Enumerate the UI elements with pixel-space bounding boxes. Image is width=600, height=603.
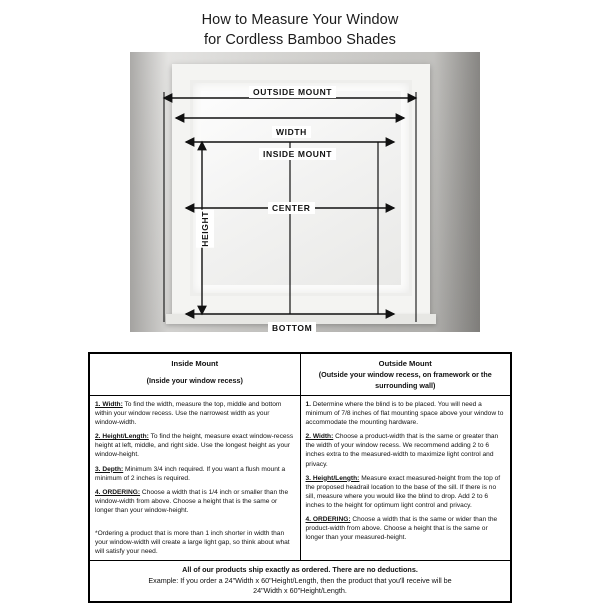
outside-mount-subtitle: (Outside your window recess, on framework or the surrounding wall)	[318, 370, 492, 390]
label-inside-mount: INSIDE MOUNT	[259, 148, 336, 160]
inside-mount-subtitle: (Inside your window recess)	[146, 376, 243, 385]
shipping-note-line-3: 24"Width x 60"Height/Length.	[253, 586, 347, 596]
list-item: 2. Height/Length: To find the height, measure exact window-recess height at left, middle, and right side. Use the longest height as your window-height.	[95, 433, 294, 459]
label-center: CENTER	[268, 202, 315, 214]
list-item: 2. Width: Choose a product-width that is the same or greater than the width of your window recess. We recommend adding 2 to 6 inches extra to the measured-width to maximize light control and privacy.	[305, 433, 499, 468]
list-item: 3. Depth: Minimum 3/4 inch required. If you want a flush mount a minimum of 2 inches is required.	[95, 465, 286, 482]
inside-mount-instructions	[90, 396, 301, 561]
table-body-row	[90, 396, 511, 561]
outside-mount-instructions	[300, 396, 511, 561]
shipping-note	[90, 561, 511, 602]
label-height: HEIGHT	[196, 210, 214, 248]
label-outside-mount: OUTSIDE MOUNT	[249, 86, 336, 98]
window-diagram	[0, 52, 600, 332]
column-header-outside-mount	[300, 354, 511, 396]
list-item: *Ordering a product that is more than 1 inch shorter in width than your window-width will create a large light gap, so think about what will satisfy your need.	[95, 530, 290, 556]
label-width: WIDTH	[272, 126, 311, 138]
shipping-note-line-2: Example: If you order a 24"Width x 60"Height/Length, then the product that you'll receive will be	[148, 575, 452, 585]
table-footer-row	[90, 561, 511, 602]
list-item: 4. ORDERING: Choose a width that is the same or wider than the product-width from above. Choose a height that is the same or longer than your measured-height.	[305, 516, 498, 542]
list-item: 3. Height/Length: Measure exact measured-height from the top of the proposed headrail location to the base of the sill. If there is no sill, measure where you would like the blind to drop. Add 2 to 6 inches to the height for optimum light control and privacy.	[305, 474, 501, 509]
outside-mount-title: Outside Mount	[378, 359, 432, 368]
label-bottom: BOTTOM	[268, 322, 316, 334]
shipping-note-line-1: All of our products ship exactly as ordered. There are no deductions.	[182, 565, 418, 575]
list-item: 4. ORDERING: Choose a width that is 1/4 inch or smaller than the window-width from above. Choose a height that is the same or longer than your window-height.	[95, 488, 289, 514]
page-title	[0, 0, 600, 50]
list-item: 1. Width: To find the width, measure the top, middle and bottom within your window recess. Use the narrowest width as your window-width.	[95, 401, 282, 427]
title-line-2: for Cordless Bamboo Shades	[203, 32, 396, 48]
list-item: 1. Determine where the blind is to be placed. You will need a minimum of 7/8 inches of flat mounting space above your window to accommodate the mounting hardware.	[305, 401, 504, 427]
measurement-table	[88, 352, 512, 603]
table-header-row	[90, 354, 511, 396]
column-header-inside-mount	[90, 354, 301, 396]
inside-mount-title: Inside Mount	[171, 359, 219, 368]
title-line-1: How to Measure Your Window	[201, 12, 399, 28]
